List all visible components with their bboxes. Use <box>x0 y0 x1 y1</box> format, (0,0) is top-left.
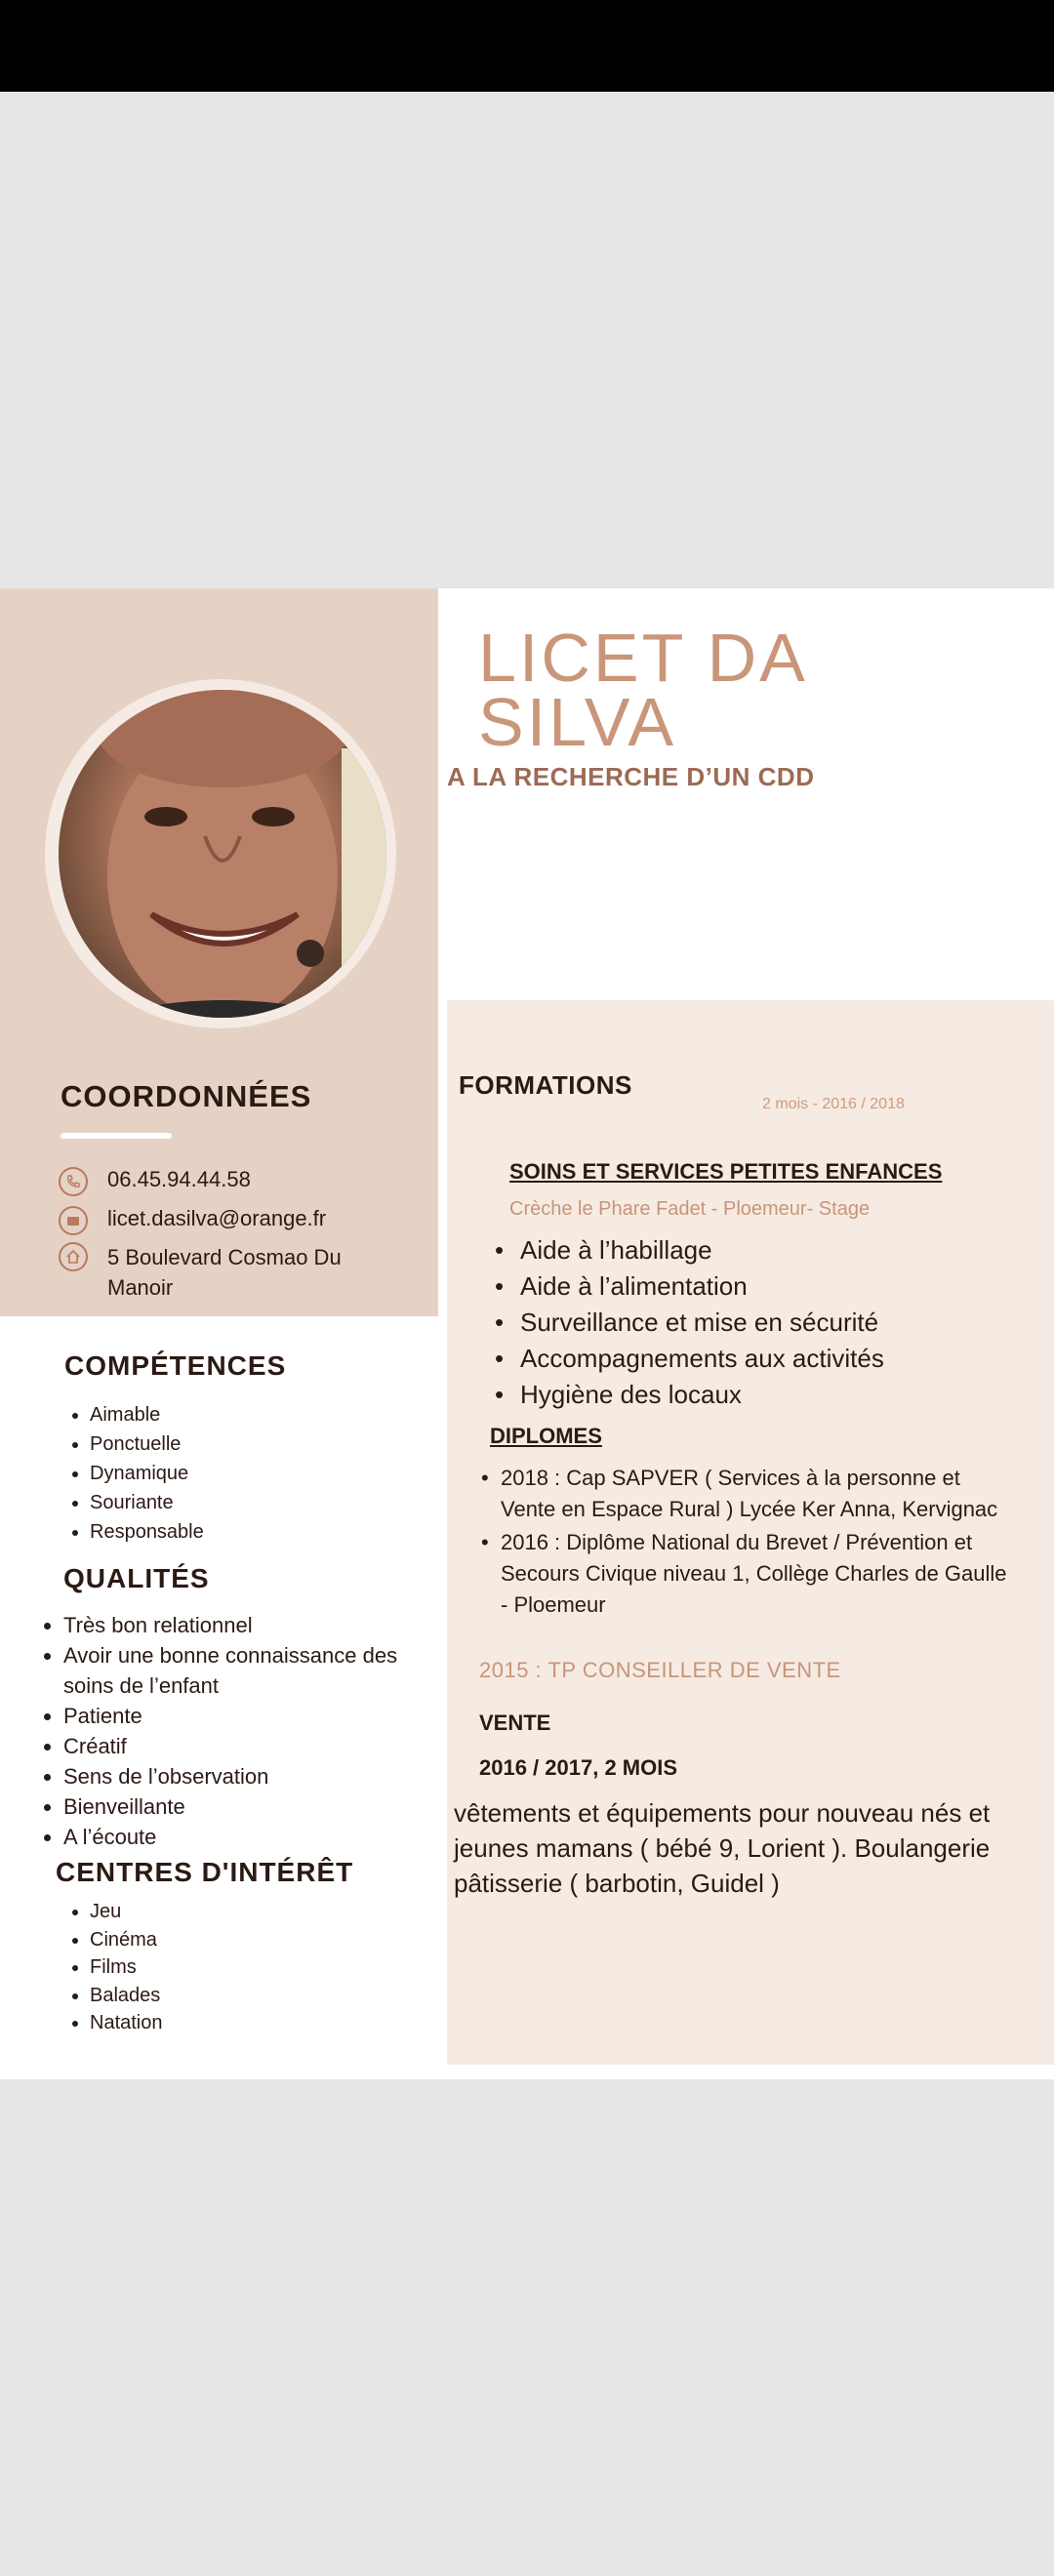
experience-title: VENTE <box>479 1711 551 1735</box>
formation-place: Crèche le Phare Fadet - Ploemeur- Stage <box>509 1198 871 1220</box>
skill-item: • Aimable <box>90 1400 204 1429</box>
interests-list <box>59 1898 163 2037</box>
contact-email <box>59 1206 326 1235</box>
experience-description: vêtements et équipements pour nouveau nés et jeunes mamans ( bébé 9, Lorient ). Boulangerie pâtisserie ( barbotin, Guidel ) <box>454 1798 991 1898</box>
formation-tasks <box>520 1232 884 1413</box>
heading-underline <box>61 1133 172 1139</box>
formations-heading: FORMATIONS <box>459 1070 632 1100</box>
interest-item: • Natation <box>90 2009 163 2037</box>
contact-heading: COORDONNÉES <box>61 1079 312 1113</box>
skill-item: • Dynamique <box>90 1459 204 1488</box>
interests-heading: CENTRES D'INTÉRÊT <box>56 1857 354 1887</box>
mail-icon <box>59 1206 88 1235</box>
top-black-bar <box>0 0 1054 92</box>
postal-address: 5 Boulevard Cosmao Du Manoir <box>107 1245 342 1300</box>
task-item: • Aide à l’alimentation <box>520 1268 884 1305</box>
formation-title: SOINS ET SERVICES PETITES ENFANCES <box>509 1159 943 1184</box>
sidebar-edge <box>0 588 44 1316</box>
interest-item: • Cinéma <box>90 1926 163 1954</box>
quality-item: • Sens de l’observation <box>63 1761 434 1791</box>
skills-heading: COMPÉTENCES <box>64 1350 287 1381</box>
skill-item: • Ponctuelle <box>90 1429 204 1459</box>
interest-item: • Jeu <box>90 1898 163 1926</box>
quality-item: • Très bon relationnel <box>63 1610 434 1640</box>
quality-item: • Avoir une bonne connaissance des soins de l’enfant <box>63 1640 434 1701</box>
experience-period: 2016 / 2017, 2 MOIS <box>479 1755 678 1780</box>
task-item: • Aide à l’habillage <box>520 1232 884 1268</box>
phone-icon <box>59 1167 88 1196</box>
quality-item: • Patiente <box>63 1701 434 1731</box>
interest-item: • Balades <box>90 1982 163 2010</box>
contact-address <box>59 1242 381 1303</box>
profile-photo <box>59 690 386 1018</box>
name-line-2: SILVA <box>478 684 677 760</box>
sidebar-edge-right <box>393 588 438 1316</box>
task-item: • Surveillance et mise en sécurité <box>520 1305 884 1341</box>
diplomas-list <box>501 1463 1008 1623</box>
diploma-item: • 2016 : Diplôme National du Brevet / Prévention et Secours Civique niveau 1, Collège Charles de Gaulle - Ploemeur <box>501 1527 1008 1621</box>
qualities-heading: QUALITÉS <box>63 1563 210 1593</box>
task-item: • Accompagnements aux activités <box>520 1341 884 1377</box>
skill-item: • Souriante <box>90 1488 204 1517</box>
home-icon <box>59 1242 88 1271</box>
diplomas-heading: DIPLOMES <box>490 1424 602 1448</box>
formation-dates: 2 mois - 2016 / 2018 <box>762 1096 905 1112</box>
name-line-1: LICET DA <box>478 620 808 696</box>
skill-item: • Responsable <box>90 1517 204 1547</box>
quality-item: • Créatif <box>63 1731 434 1761</box>
diploma-item: • 2018 : Cap SAPVER ( Services à la personne et Vente en Espace Rural ) Lycée Ker Anna, Kervignac <box>501 1463 1008 1525</box>
phone-number[interactable]: 06.45.94.44.58 <box>107 1167 251 1191</box>
job-objective: A LA RECHERCHE D’UN CDD <box>447 762 815 791</box>
email-address[interactable]: licet.dasilva@orange.fr <box>107 1206 327 1230</box>
cv-page <box>0 588 1054 2079</box>
quality-item: • Bienveillante <box>63 1791 434 1822</box>
quality-item: • A l’écoute <box>63 1822 434 1852</box>
full-name <box>478 620 808 760</box>
contact-phone <box>59 1167 251 1196</box>
skills-list <box>59 1400 204 1547</box>
qualities-list <box>32 1610 434 1852</box>
interest-item: • Films <box>90 1953 163 1982</box>
tp-certificate: 2015 : TP CONSEILLER DE VENTE <box>479 1658 841 1682</box>
task-item: • Hygiène des locaux <box>520 1377 884 1413</box>
